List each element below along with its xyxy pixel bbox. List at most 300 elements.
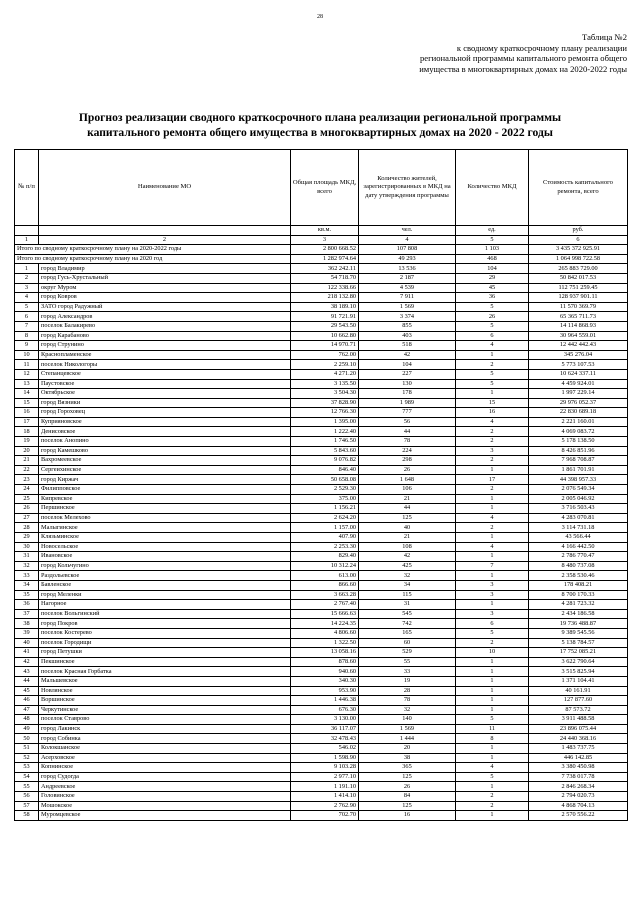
table-row [15, 686, 628, 696]
table-cell: 55 [15, 782, 39, 792]
table-cell: 7 968 708.87 [529, 456, 628, 466]
caption-line: региональной программы капитального ремонта общего [419, 53, 627, 64]
table-row [15, 648, 628, 658]
column-number-cell: 1 [15, 235, 39, 245]
column-number-row [15, 235, 628, 245]
table-cell: 2 [456, 456, 529, 466]
table-cell: 28 [359, 686, 456, 696]
table-cell: 31 [15, 552, 39, 562]
table-cell: 5 843.60 [291, 446, 359, 456]
table-cell: поселок Анопино [39, 437, 291, 447]
table-cell: 5 178 138.50 [529, 437, 628, 447]
table-row [15, 273, 628, 283]
table-cell: 4 868 704.13 [529, 801, 628, 811]
column-number-cell: 3 [291, 235, 359, 245]
table-cell: 21 [359, 533, 456, 543]
table-cell: 13 536 [359, 264, 456, 274]
table-cell: 3 515 825.94 [529, 667, 628, 677]
table-cell: 3 135.50 [291, 379, 359, 389]
table-cell: 3 [15, 283, 39, 293]
table-cell: 9 389 545.56 [529, 628, 628, 638]
table-cell: 104 [456, 264, 529, 274]
table-cell: 1 [456, 600, 529, 610]
table-cell: 425 [359, 561, 456, 571]
table-cell: 87 573.72 [529, 705, 628, 715]
table-cell: 2 846 268.34 [529, 782, 628, 792]
table-cell: Пекшинское [39, 657, 291, 667]
table-cell: 60 [359, 638, 456, 648]
total-row [15, 254, 628, 264]
table-cell: 38 [359, 753, 456, 763]
table-cell: 1 395.00 [291, 417, 359, 427]
table-cell: Воршинское [39, 696, 291, 706]
table-cell: город Петушки [39, 648, 291, 658]
table-cell: 48 [15, 715, 39, 725]
table-cell: 1 [456, 533, 529, 543]
table-cell: 32 478.43 [291, 734, 359, 744]
table-row [15, 331, 628, 341]
table-cell: 5 773 107.53 [529, 360, 628, 370]
table-row [15, 734, 628, 744]
table-cell: 54 [15, 772, 39, 782]
table-cell: 1 191.10 [291, 782, 359, 792]
table-row [15, 513, 628, 523]
table-cell: 32 [359, 705, 456, 715]
table-cell: 24 [15, 485, 39, 495]
table-cell: 19 [15, 437, 39, 447]
table-cell: 6 [456, 619, 529, 629]
table-cell: 47 [15, 705, 39, 715]
table-cell: 17 [456, 475, 529, 485]
table-cell: Вахромеевское [39, 456, 291, 466]
table-cell: 3 [456, 580, 529, 590]
table-cell: поселок Ставрово [39, 715, 291, 725]
table-cell: 1 322.50 [291, 638, 359, 648]
table-cell: 12 [15, 369, 39, 379]
table-cell: 57 [15, 801, 39, 811]
table-cell: 125 [359, 772, 456, 782]
table-cell: 3 622 790.64 [529, 657, 628, 667]
table-cell: 777 [359, 408, 456, 418]
table-cell: 345 276.04 [529, 350, 628, 360]
table-cell: 11 [456, 724, 529, 734]
table-cell: 165 [359, 628, 456, 638]
table-cell: 1 103 [456, 245, 529, 255]
table-cell: город Кольчугино [39, 561, 291, 571]
table-cell: 44 [359, 504, 456, 514]
table-cell: Раздольевское [39, 571, 291, 581]
table-cell: 3 [456, 609, 529, 619]
table-cell: 31 [359, 600, 456, 610]
table-cell: 26 [15, 504, 39, 514]
table-cell: 17 [15, 417, 39, 427]
table-row [15, 523, 628, 533]
table-cell: 3 380 450.98 [529, 763, 628, 773]
table-cell: 1 414.10 [291, 792, 359, 802]
table-cell: 3 [456, 446, 529, 456]
table-cell: 10 [15, 350, 39, 360]
table-cell: 115 [359, 590, 456, 600]
table-cell: 8 480 737.08 [529, 561, 628, 571]
table-cell: 2 [456, 523, 529, 533]
table-cell: 2 977.10 [291, 772, 359, 782]
table-row [15, 782, 628, 792]
table-cell: 40 161.91 [529, 686, 628, 696]
table-cell: 375.00 [291, 494, 359, 504]
table-cell: 1 997 229.14 [529, 389, 628, 399]
table-cell: Нагорное [39, 600, 291, 610]
table-row [15, 561, 628, 571]
table-cell: ЗАТО город Радужный [39, 302, 291, 312]
table-cell: 2 [456, 360, 529, 370]
table-cell: 65 365 711.73 [529, 312, 628, 322]
table-cell: 7 [456, 561, 529, 571]
table-cell: Филипповское [39, 485, 291, 495]
column-number-cell: 5 [456, 235, 529, 245]
table-row [15, 638, 628, 648]
table-cell: Першинское [39, 504, 291, 514]
table-cell: 2 005 046.92 [529, 494, 628, 504]
table-row [15, 398, 628, 408]
table-cell: 42 [359, 552, 456, 562]
unit-cell: чел. [359, 226, 456, 236]
table-cell: 1 [456, 465, 529, 475]
table-cell: Муромцевское [39, 811, 291, 821]
units-row [15, 226, 628, 236]
table-cell: 4 271.20 [291, 369, 359, 379]
table-cell: 3 716 503.43 [529, 504, 628, 514]
table-cell: 33 [15, 571, 39, 581]
table-cell: 4 539 [359, 283, 456, 293]
table-cell: 6 [15, 312, 39, 322]
table-cell: 27 [15, 513, 39, 523]
unit-cell [39, 226, 291, 236]
table-cell: 407.90 [291, 533, 359, 543]
table-cell: округ Муром [39, 283, 291, 293]
table-cell: 23 896 075.44 [529, 724, 628, 734]
table-cell: 953.90 [291, 686, 359, 696]
table-cell: 1 598.90 [291, 753, 359, 763]
table-cell: Новлянское [39, 686, 291, 696]
document-title [20, 110, 620, 140]
table-cell: 26 [359, 782, 456, 792]
table-cell: Куприяновское [39, 417, 291, 427]
table-cell: 15 [456, 398, 529, 408]
table-cell: 2 529.30 [291, 485, 359, 495]
table-cell: 40 [15, 638, 39, 648]
table-cell: 3 911 488.58 [529, 715, 628, 725]
table-cell: Асерховское [39, 753, 291, 763]
table-cell: 702.70 [291, 811, 359, 821]
header-row [15, 150, 628, 226]
unit-cell: руб. [529, 226, 628, 236]
table-cell: 178 408.21 [529, 580, 628, 590]
table-cell: город Гороховец [39, 408, 291, 418]
table-cell: 45 [15, 686, 39, 696]
table-cell: город Александров [39, 312, 291, 322]
table-cell: 11 570 369.79 [529, 302, 628, 312]
table-cell: 36 [15, 600, 39, 610]
table-cell: 1 746.50 [291, 437, 359, 447]
table-cell: 22 830 689.18 [529, 408, 628, 418]
table-cell: 15 666.63 [291, 609, 359, 619]
table-cell: 4 [456, 341, 529, 351]
table-cell: 44 [359, 427, 456, 437]
table-row [15, 628, 628, 638]
table-row [15, 408, 628, 418]
table-cell: 2 762.90 [291, 801, 359, 811]
table-row [15, 321, 628, 331]
table-row [15, 350, 628, 360]
table-row [15, 619, 628, 629]
table-cell: 1 [456, 676, 529, 686]
table-cell: 11 [15, 360, 39, 370]
table-cell: 362 242.11 [291, 264, 359, 274]
table-cell: 178 [359, 389, 456, 399]
table-cell: 29 [456, 273, 529, 283]
table-cell: 5 [456, 628, 529, 638]
unit-cell: кв.м. [291, 226, 359, 236]
table-cell: поселок Красная Горбатка [39, 667, 291, 677]
table-cell: 403 [359, 331, 456, 341]
table-cell: 127 877.60 [529, 696, 628, 706]
table-cell: 10 [456, 648, 529, 658]
table-cell: город Лакинск [39, 724, 291, 734]
table-cell: 218 132.80 [291, 293, 359, 303]
table-cell: 22 [15, 465, 39, 475]
table-cell: 1 282 974.64 [291, 254, 359, 264]
table-cell: 41 [15, 648, 39, 658]
table-cell: 8 [15, 331, 39, 341]
table-cell: Денисовское [39, 427, 291, 437]
table-cell: 84 [359, 792, 456, 802]
table-cell: 2 [456, 485, 529, 495]
table-row [15, 811, 628, 821]
table-cell: 2 253.30 [291, 542, 359, 552]
table-cell: 298 [359, 456, 456, 466]
table-cell: 12 766.30 [291, 408, 359, 418]
table-cell: 128 937 901.11 [529, 293, 628, 303]
table-row [15, 744, 628, 754]
table-cell: 14 114 868.93 [529, 321, 628, 331]
table-row [15, 763, 628, 773]
table-cell: 2 076 549.34 [529, 485, 628, 495]
table-cell: 1 446.38 [291, 696, 359, 706]
table-cell: 846.40 [291, 465, 359, 475]
table-cell: 10 624 337.11 [529, 369, 628, 379]
table-cell: 32 [15, 561, 39, 571]
table-cell: 14 224.35 [291, 619, 359, 629]
table-cell: 1 [456, 389, 529, 399]
table-cell: 21 [359, 494, 456, 504]
table-cell: 45 [456, 283, 529, 293]
table-row [15, 676, 628, 686]
table-cell: 4 069 083.72 [529, 427, 628, 437]
table-cell: 23 [15, 475, 39, 485]
table-cell: 40 [359, 523, 456, 533]
table-cell: 39 [15, 628, 39, 638]
table-row [15, 715, 628, 725]
table-cell: 5 138 784.57 [529, 638, 628, 648]
table-cell: 49 293 [359, 254, 456, 264]
table-cell: 1 [456, 657, 529, 667]
table-cell: 4 806.60 [291, 628, 359, 638]
table-cell: 2 [456, 801, 529, 811]
table-cell: Клязьминское [39, 533, 291, 543]
table-cell: 37 828.90 [291, 398, 359, 408]
table-row [15, 792, 628, 802]
table-cell: 38 [15, 619, 39, 629]
table-cell: 1 371 104.41 [529, 676, 628, 686]
table-cell: город Ковров [39, 293, 291, 303]
table-cell: 1 [456, 744, 529, 754]
table-cell: 16 [456, 408, 529, 418]
header-cell: Количество жителей, зарегистрированных в МКД на дату утверждения программы [359, 150, 456, 226]
table-cell: 1 [456, 494, 529, 504]
table-cell: 44 [15, 676, 39, 686]
table-cell: 227 [359, 369, 456, 379]
table-cell: 5 [456, 369, 529, 379]
table-cell: 2 [456, 427, 529, 437]
table-cell: 1 861 701.91 [529, 465, 628, 475]
table-cell: 1 569 [359, 302, 456, 312]
table-cell: 2 221 160.01 [529, 417, 628, 427]
table-row [15, 456, 628, 466]
table-cell: 30 964 559.01 [529, 331, 628, 341]
table-cell: 1 483 737.75 [529, 744, 628, 754]
caption-line: Таблица №2 [582, 32, 627, 42]
table-cell: 29 976 052.37 [529, 398, 628, 408]
table-cell: 140 [359, 715, 456, 725]
table-row [15, 437, 628, 447]
header-cell: Количество МКД [456, 150, 529, 226]
table-row [15, 302, 628, 312]
table-cell: 1 [456, 504, 529, 514]
table-cell: Малыгинское [39, 523, 291, 533]
table-cell: 125 [359, 801, 456, 811]
table-cell: поселок Мелехово [39, 513, 291, 523]
table-cell: Ивановское [39, 552, 291, 562]
table-cell: 34 [359, 580, 456, 590]
table-cell: 1 064 998 722.58 [529, 254, 628, 264]
table-cell: 365 [359, 763, 456, 773]
table-cell: 546.02 [291, 744, 359, 754]
column-number-cell: 6 [529, 235, 628, 245]
header-cell: Общая площадь МКД, всего [291, 150, 359, 226]
table-cell: 5 [15, 302, 39, 312]
table-cell: 468 [456, 254, 529, 264]
header-cell: Стоимость капитального ремонта, всего [529, 150, 628, 226]
table-cell: 26 [456, 312, 529, 322]
table-cell: Мошокское [39, 801, 291, 811]
table-row [15, 772, 628, 782]
table-cell: 35 [15, 590, 39, 600]
table-cell: 14 970.71 [291, 341, 359, 351]
table-cell: 78 [359, 696, 456, 706]
table-cell: 2 [456, 437, 529, 447]
table-cell: 43 566.44 [529, 533, 628, 543]
table-cell: 1 [456, 782, 529, 792]
table-cell: 2 570 556.22 [529, 811, 628, 821]
table-row [15, 427, 628, 437]
table-cell: 3 663.28 [291, 590, 359, 600]
table-cell: 12 442 442.43 [529, 341, 628, 351]
table-cell: 5 [456, 302, 529, 312]
table-row [15, 724, 628, 734]
header-cell: Наименование МО [39, 150, 291, 226]
page-number: 28 [317, 14, 323, 20]
table-cell: 3 435 372 925.91 [529, 245, 628, 255]
table-cell: 49 [15, 724, 39, 734]
table-cell: 15 [15, 398, 39, 408]
table-cell: 18 [15, 427, 39, 437]
table-cell: 91 721.91 [291, 312, 359, 322]
table-cell: 36 [456, 293, 529, 303]
table-cell: 32 [359, 571, 456, 581]
table-cell: 5 [456, 379, 529, 389]
table-cell: 878.60 [291, 657, 359, 667]
table-row [15, 533, 628, 543]
table-cell: 56 [359, 417, 456, 427]
table-cell: Мальшевское [39, 676, 291, 686]
table-cell: Андреевское [39, 782, 291, 792]
table-row [15, 494, 628, 504]
table-cell: Кипревское [39, 494, 291, 504]
table-row [15, 657, 628, 667]
table-cell: город Собинка [39, 734, 291, 744]
table-cell: 108 [359, 542, 456, 552]
table-row [15, 283, 628, 293]
table-cell: город Вязники [39, 398, 291, 408]
table-cell: 1 [456, 705, 529, 715]
table-cell: 20 [359, 744, 456, 754]
table-cell: Бавленское [39, 580, 291, 590]
table-cell: 1 648 [359, 475, 456, 485]
table-cell: 44 398 957.33 [529, 475, 628, 485]
table-cell: 1 [456, 686, 529, 696]
table-cell: Головинское [39, 792, 291, 802]
table-cell: 14 [15, 389, 39, 399]
table-row [15, 571, 628, 581]
table-cell: 112 751 259.45 [529, 283, 628, 293]
table-cell: 10 312.24 [291, 561, 359, 571]
table-cell: 545 [359, 609, 456, 619]
table-row [15, 417, 628, 427]
table-cell: Колокшанское [39, 744, 291, 754]
table-cell: 1 157.00 [291, 523, 359, 533]
table-cell: 676.30 [291, 705, 359, 715]
caption-line: к сводному краткосрочному плану реализации [456, 42, 627, 53]
table-cell: 16 [359, 811, 456, 821]
forecast-table [14, 149, 628, 821]
table-row [15, 609, 628, 619]
table-cell: 2 786 770.47 [529, 552, 628, 562]
table-cell: Новосельское [39, 542, 291, 552]
table-cell: 16 [15, 408, 39, 418]
table-cell: 42 [15, 657, 39, 667]
table-cell: 940.60 [291, 667, 359, 677]
table-cell: 2 [456, 792, 529, 802]
table-cell: 58 [15, 811, 39, 821]
table-row [15, 379, 628, 389]
table-cell: 3 130.00 [291, 715, 359, 725]
title-line: Прогноз реализации сводного краткосрочного плана реализации региональной программы [78, 111, 562, 124]
table-cell: 855 [359, 321, 456, 331]
table-cell: 3 [456, 590, 529, 600]
table-row [15, 264, 628, 274]
table-cell: город Струнино [39, 341, 291, 351]
table-cell: город Покров [39, 619, 291, 629]
